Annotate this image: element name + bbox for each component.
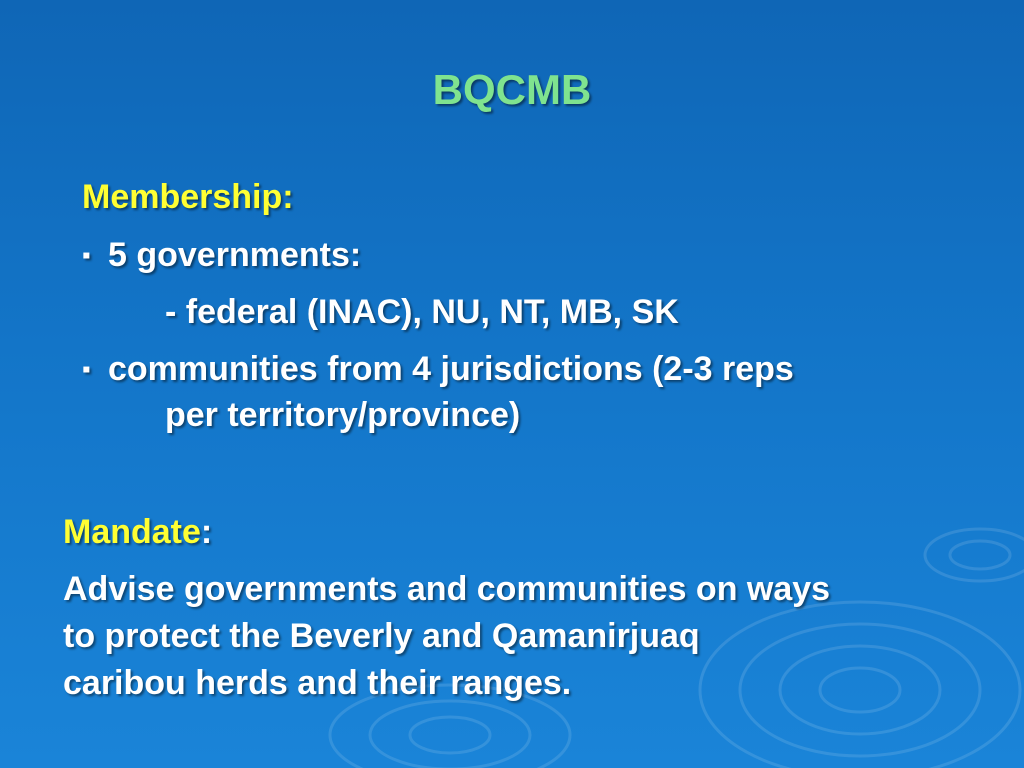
membership-bullet-governments <box>82 233 361 278</box>
slide-title: BQCMB <box>432 66 592 113</box>
mandate-heading-colon: : <box>200 513 213 551</box>
mandate-body-line: to protect the Beverly and Qamanirjuaq <box>63 617 700 655</box>
mandate-heading <box>63 510 212 554</box>
membership-bullet-communities <box>82 347 794 392</box>
bullet-text: 5 governments: <box>108 236 362 274</box>
square-bullet-icon: ▪ <box>82 242 91 269</box>
bullet-text: communities from 4 jurisdictions (2-3 reps <box>108 350 794 388</box>
mandate-body-line: caribou herds and their ranges. <box>63 664 572 702</box>
square-bullet-icon: ▪ <box>82 356 91 383</box>
membership-heading: Membership: <box>82 178 294 216</box>
membership-sub-item: - federal (INAC), NU, NT, MB, SK <box>165 293 679 331</box>
mandate-body-line: Advise governments and communities on ways <box>63 570 831 608</box>
membership-bullet-communities-continued: per territory/province) <box>165 396 521 434</box>
mandate-heading-text: Mandate <box>63 513 201 551</box>
